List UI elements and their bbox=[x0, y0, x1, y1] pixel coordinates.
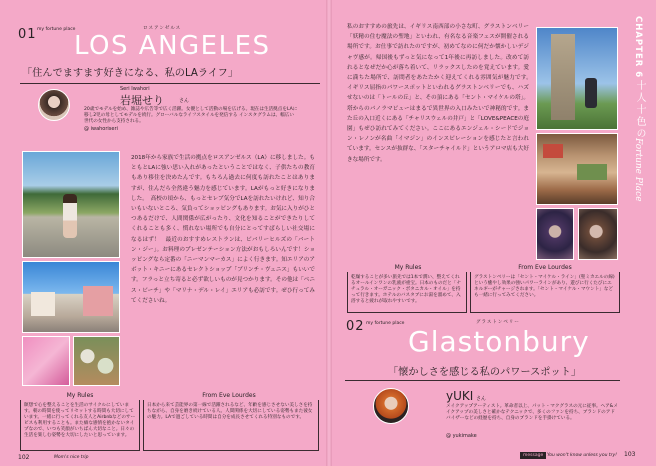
st-michaels-tower-photo bbox=[536, 27, 618, 130]
chapter-label: CHAPTER 6 bbox=[633, 16, 643, 79]
section-tag-right: my fortune place bbox=[366, 321, 405, 326]
author-bio-right: メイクアップアーティスト。革命者以上、パット・マクグラスの元に従事。ヘア&メイクアップの美しさと確かなテクニックで、多くのファンを持ち、ブランドのアドバイザーなどの経歴を持ち、自身のブランドを手掛けている。 bbox=[446, 404, 618, 421]
eve-text-right: グラストンベリーは「セント・マイケル・ライン」(聖ミカエルの線) という癒やし効果の強いパワーラインがあり、遊びに行くたびにエネルギーがチャージされます。「セント・マイケル・マウント」なども一緒に行ってみてください。 bbox=[474, 275, 615, 298]
footer-left: Mom's nice trip bbox=[54, 455, 89, 460]
my-rules-title-right: My Rules bbox=[368, 264, 448, 271]
section-number: 01 bbox=[18, 27, 37, 42]
title-ruby-right: グラストンベリー bbox=[476, 320, 520, 325]
author-name: 岩堀せり bbox=[120, 94, 164, 107]
page-title: LOS ANGELES bbox=[74, 31, 271, 61]
page-gutter bbox=[326, 0, 332, 466]
section-tag: my fortune place bbox=[37, 27, 76, 32]
footer-badge: message bbox=[520, 452, 546, 459]
produce-market-photo bbox=[73, 336, 120, 386]
section-number-right: 02 bbox=[346, 319, 365, 334]
right-body-text: 私のおすすめの旅先は、イギリス南西部の小さな町、グラストンベリー「妖精の住む魔法の聖地」といわれ、有名なる音楽フェスが開催される場所です。お仕事で訪れたのですが、初めてなのに何だか懐かしいデジャヴ感が。帰国後もずっと気になって1年後に再訪しました。改めて訪れるとなぜだか心が落ち着いて、リラックスしたのを覚えています。愛に満ちた場所で、訪問者をあたたかく迎えてくれる雰囲気が魅力です。 イギリス屈指のパワースポットといわれるグラストンベリーでも、ハズせないのは「トールの丘」と、その頂にある「セント・マイケルの塔」。塔からのパノラマビューはまるで異世界の入口みたいで神秘的です。また丘の入口近くにある「チャリスウェルの井戸」と「LOVE&PEACEの庭園」もぜひ訪れてみてください。ここにあるエンジェル・シードでジョン・レノンが名曲「イマジン」のインスピレーションを感じたと言われています。センスが抜群な、「スターチャイルド」というアロマ店も大好きな場所です。 bbox=[347, 24, 535, 163]
title-ruby: ロスアンゼルス bbox=[143, 26, 182, 31]
author-bio: 20歳でモデルを始め、雑誌や広告等で広く活躍。女優として活動の場を広げる。現在は生活拠点をLAに移し2児の母としてモデルを続行。グローバルなライフスタイルを発信する インスタグラムは、幅広い世代の女性から支持される。 bbox=[84, 107, 298, 124]
yuki-photo-2 bbox=[578, 208, 618, 260]
author-instagram: @ iwahoriseri bbox=[84, 126, 118, 132]
author-role: Seri Iwahori bbox=[120, 86, 150, 92]
my-rules-title: My Rules bbox=[40, 392, 120, 399]
divider-right bbox=[345, 380, 620, 381]
author-avatar bbox=[38, 89, 70, 121]
author-avatar-right bbox=[373, 388, 409, 424]
street-buildings-photo bbox=[22, 261, 120, 333]
yuki-photo-1 bbox=[536, 208, 574, 260]
pink-wall-photo bbox=[22, 336, 70, 386]
my-rules-text: 瞑想で心を整えることを生活のサイクルにしています。朝の時間を使ってリセットする時間も大切にしています。一緒に行ってくれる友人とAirbnbなどのサービスも利用することも。また癖な感情を抱かないタイプなので、いつも笑顔がいちばん大切なこと。日々の生活を楽しむ姿勢を大切にしたいと思っています。 bbox=[24, 403, 136, 438]
eve-title-right: From Eve Lourdes bbox=[500, 264, 590, 271]
page-number-right: 103 bbox=[624, 451, 636, 458]
chapter-jp: 十人十色の bbox=[634, 80, 645, 140]
my-rules-text-right: 乾燥することが多い旅先では1本で潤い、整えてくれるオールインワンの乳液が重宝。日本のものだと「ナチュラル・オーガニック・ボタニカル・オイル」を持って行きます。ホテルのバスタブにお湯を溜めて、入浴すると疲れが取れやすいです。 bbox=[351, 275, 461, 304]
chapter-en: Fortune Place bbox=[633, 138, 643, 202]
author-instagram-right: @ yukimake bbox=[446, 433, 477, 439]
subtitle-right: 「懐かしさを感じる私のパワースポット」 bbox=[388, 367, 582, 378]
author-suffix: さん bbox=[179, 98, 190, 104]
woman-street-photo bbox=[22, 151, 120, 258]
eve-text: 日本から来て芸能界の第一線で活躍されるなど、年齢を感じさせない美しさを持ちながら、自身を磨き続けている人。人間関係を大切にしている姿勢もまた彼女の魅力。LAで過ごしている時間は自分を成長させてくれる特別なものです。 bbox=[147, 403, 313, 420]
page-title-right: Glastonbury bbox=[408, 325, 590, 358]
author-suffix-right: さん bbox=[476, 396, 487, 402]
shop-interior-photo bbox=[536, 133, 618, 205]
footer-right: You won't know unless you try! bbox=[547, 453, 617, 458]
page-number-left: 102 bbox=[18, 454, 30, 461]
subtitle: 「住んでますます好きになる、私のLAライフ」 bbox=[22, 68, 239, 79]
eve-title: From Eve Lourdes bbox=[184, 392, 274, 399]
divider bbox=[20, 83, 320, 84]
left-body-text: 2018年から家族で生活の拠点をロスアンゼルス（LA）に移しました。もともとLAに強い思い入れがあったということではなく、子供たちの教育もあり移住を決めたんです。もちろん過去に何度も訪れたことはありますが、住んだら全然違う魅力を感じています。LAがもっと好きになりました。 高校の頃から、もっとセレブ気分でLAを訪れたいけれど、知り合いもいないところ、気負ってショッピングもあります。お気に入りがひとつあるだけで、人間関係が広がったり、文化を知ることができたりしてくれることも多く、慣れない場所でも自分にとってすばらしい社交場になるはず！ 最近のおすすめレストランは、ビバリーヒルズの「バートン・ジー」。お料理のプレゼンテーション方法がおもしろいんです！ショッピングなら定番の「ニーマンマーカス」によく行きます。知エリアのアボット・キニーにあるセレクトショップ「ブリンチ・ヴェニス」もいいです。フラっと立ち寄ると必ず欲しいものが見つかります。その他は「ベニス・ビーチ」や「マリナ・デル・レイ」エリアも必訪です。ぜひ行ってみてくださいね。 bbox=[131, 155, 315, 304]
author-name-right: yUKI bbox=[446, 389, 474, 403]
